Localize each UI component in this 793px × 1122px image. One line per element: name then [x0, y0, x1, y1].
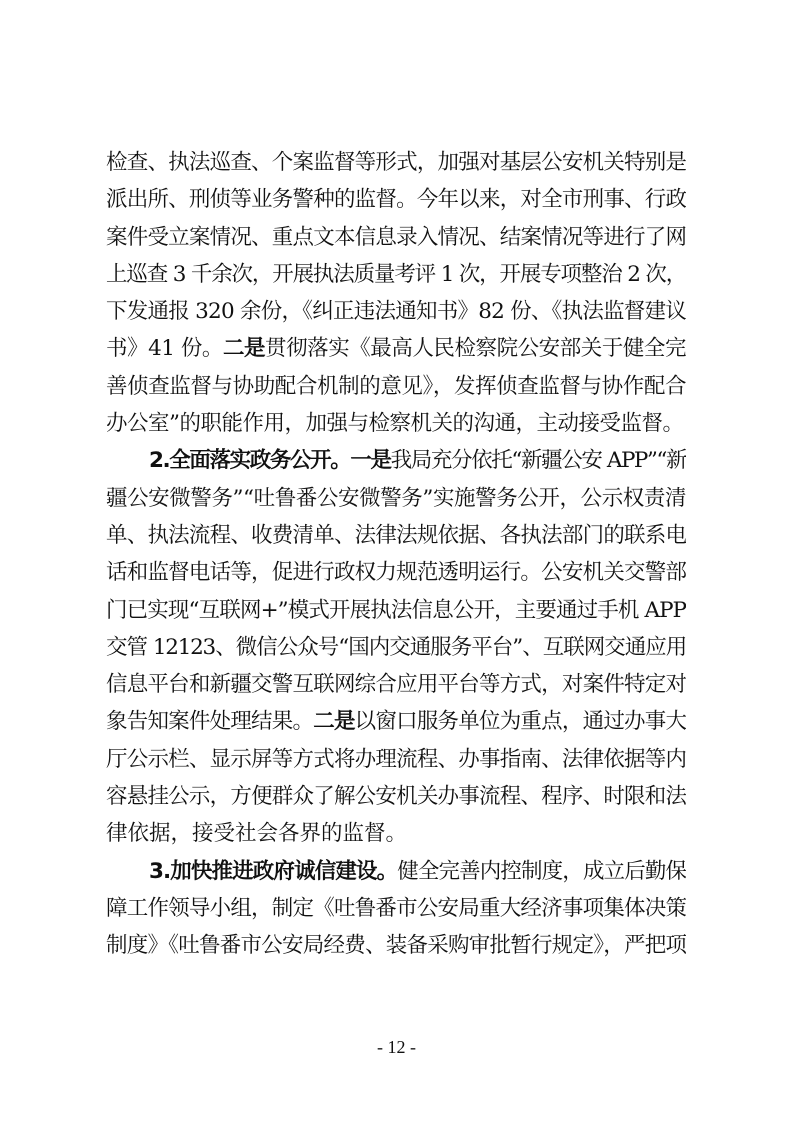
text-line: 信息平台和新疆交警互联网综合应用平台等方式，对案件特定对 — [106, 672, 686, 698]
emphasis-label: 二是 — [313, 709, 355, 735]
paragraph-end-line: 律依据，接受社会各界的监督。 — [106, 821, 408, 847]
section-heading-line: 2.全面落实政务公开。一是我局充分依托“新疆公安 APP”“新 — [149, 448, 686, 474]
body-text — [106, 144, 686, 965]
text-line: 容悬挂公示，方便群众了解公安机关办事流程、程序、时限和法 — [106, 784, 686, 810]
text-line: 障工作领导小组，制定《吐鲁番市公安局重大经济事项集体决策 — [106, 895, 686, 921]
text-line: 单、执法流程、收费清单、法律法规依据、各执法部门的联系电 — [106, 522, 686, 548]
text-line: 派出所、刑侦等业务警种的监督。今年以来，对全市刑事、行政 — [106, 187, 686, 213]
section-heading: 3.加快推进政府诚信建设。 — [149, 858, 398, 884]
text-line: 交管 12123、微信公众号“国内交通服务平台”、互联网交通应用 — [106, 634, 686, 660]
text-line: 制度》《吐鲁番市公安局经费、装备采购审批暂行规定》，严把项 — [106, 933, 686, 959]
page-number: - 12 - — [377, 1037, 416, 1057]
emphasis-label: 二是 — [222, 336, 266, 362]
text-line: 案件受立案情况、重点文本信息录入情况、结案情况等进行了网 — [106, 224, 686, 250]
text-line: 上巡查 3 千余次，开展执法质量考评 1 次，开展专项整治 2 次， — [106, 261, 686, 287]
text-line: 象告知案件处理结果。二是以窗口服务单位为重点，通过办事大 — [106, 709, 686, 735]
paragraph-end-line: 办公室”的职能作用，加强与检察机关的沟通，主动接受监督。 — [106, 411, 684, 437]
text-line: 书》41 份。二是贯彻落实《最高人民检察院公安部关于健全完 — [106, 336, 686, 362]
text-line: 疆公安微警务”“吐鲁番公安微警务”实施警务公开，公示权责清 — [106, 485, 686, 511]
text-line: 门已实现“互联网+”模式开展执法信息公开，主要通过手机 APP — [106, 597, 686, 623]
text-line: 话和监督电话等，促进行政权力规范透明运行。公安机关交警部 — [106, 560, 686, 586]
section-heading: 2.全面落实政务公开。一是 — [149, 448, 391, 474]
section-heading-line: 3.加快推进政府诚信建设。健全完善内控制度，成立后勤保 — [149, 858, 686, 884]
text-line: 厅公示栏、显示屏等方式将办理流程、办事指南、法律依据等内 — [106, 746, 686, 772]
text-line: 下发通报 320 余份，《纠正违法通知书》82 份、《执法监督建议 — [106, 299, 686, 325]
text-line: 检查、执法巡查、个案监督等形式，加强对基层公安机关特别是 — [106, 150, 686, 175]
text-line: 善侦查监督与协助配合机制的意见》，发挥侦查监督与协作配合 — [106, 373, 686, 399]
